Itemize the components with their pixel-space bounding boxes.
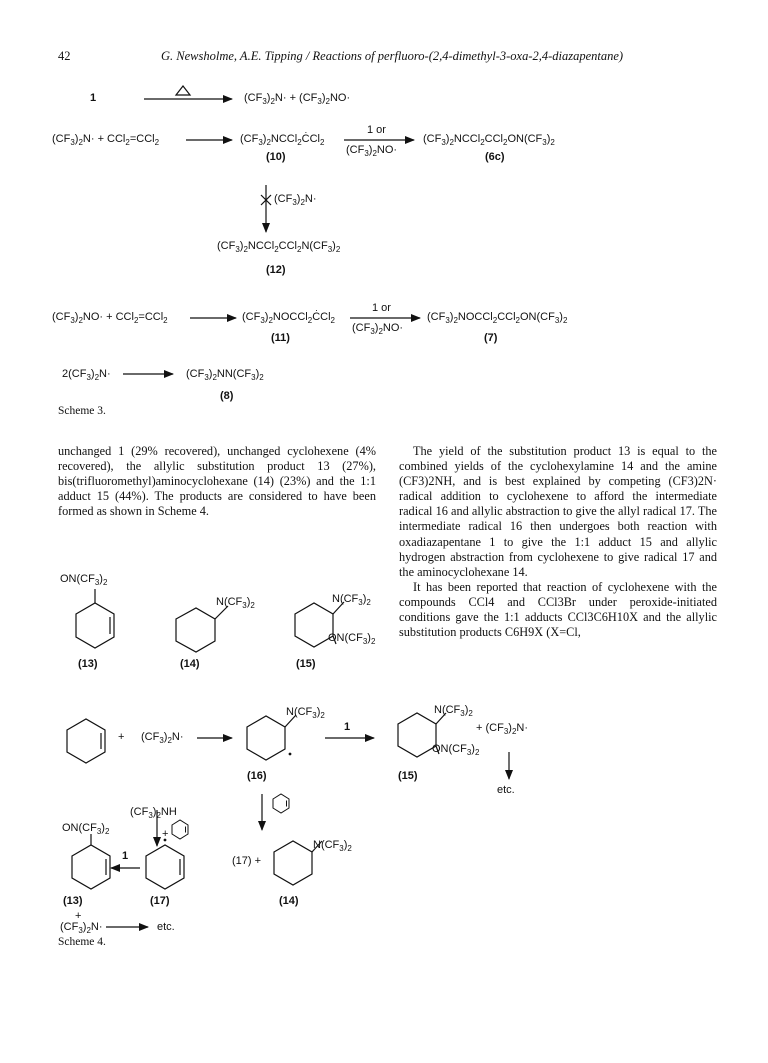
scheme4-etc-1: etc. (497, 784, 515, 796)
s15-substituent-1: $N(CF_3)_2$ (332, 593, 371, 608)
scheme3-r2-reagent-top: 1 or (367, 124, 386, 136)
scheme4-arrow-reagent-2: 1 (122, 850, 129, 862)
p15-label: (15) (398, 770, 418, 782)
page-number: 42 (58, 49, 71, 63)
right-paragraph-2: It has been reported that reaction of cyclohexene with the compounds CCl4 and CCl3Br under peroxide-initiated conditions gave the 1:1 adducts CCl3C6H10X and the allylic substitution products C6H9X (X=Cl, (399, 579, 717, 640)
p13-substituent: $ON(CF_3)_2$ (62, 822, 110, 837)
s15-label: (15) (296, 658, 316, 670)
scheme3-r2-reagent-bottom: $(CF_3)_2NO\cdot$ (346, 144, 398, 159)
scheme3-r3-product: $(CF_3)_2NOCCl_2CCl_2ON(CF_3)_2$ (427, 311, 568, 326)
scheme3-r4-reactants: $2(CF_3)_2N\cdot$ (62, 368, 111, 383)
scheme3-r2-intermediate: $(CF_3)_2NCCl_2ĊCl_2$ (240, 133, 325, 148)
scheme3-label-7: (7) (484, 332, 498, 344)
scheme4-bottom-plus: + (75, 910, 82, 922)
s15-substituent-2: $ON(CF_3)_2$ (328, 632, 376, 647)
scheme3-label-10: (10) (266, 151, 286, 163)
scheme3-r1-products: $(CF_3)_2N\cdot + (CF_3)_2NO\cdot$ (244, 92, 351, 107)
scheme3-caption: Scheme 3. (58, 405, 106, 417)
scheme3-down-product: $(CF_3)_2NCCl_2CCl_2N(CF_3)_2$ (217, 240, 341, 255)
s13-label: (13) (78, 658, 98, 670)
scheme3-label-6c: (6c) (485, 151, 505, 163)
s14-substituent: $N(CF_3)_2$ (216, 596, 255, 611)
scheme4-plus-2: + (162, 828, 169, 840)
s14-label: (14) (180, 658, 200, 670)
left-paragraph-text: unchanged 1 (29% recovered), unchanged cyclohexene (4% recovered), the allylic substitution product 13 (27%), bis(trifluoromethyl)aminocyclohexane (14) (23%) and the 1:1 adduct 15 (44%). The products are considered to have been formed as shown in Scheme 4. (58, 444, 376, 519)
p15-substituent-2: $ON(CF_3)_2$ (432, 743, 480, 758)
scheme4-reagent-radical: $(CF_3)_2N\cdot$ (141, 731, 184, 746)
p15-substituent-1: $N(CF_3)_2$ (434, 704, 473, 719)
scheme4-arrow-reagent-1: 1 (344, 721, 351, 733)
scheme4-byproduct-amine: $(CF_3)_2NH$ (130, 806, 177, 821)
p14-substituent: $N(CF_3)_2$ (313, 839, 352, 854)
scheme4-plus-1: + (118, 731, 125, 743)
scheme3-label-12: (12) (266, 264, 286, 276)
scheme4-r17-plus: (17) + (232, 855, 262, 867)
scheme3-r3-intermediate: $(CF_3)_2NOCCl_2ĊCl_2$ (242, 311, 335, 326)
scheme3-r1-reactant: 1 (90, 92, 97, 104)
p13-label: (13) (63, 895, 83, 907)
r17-label: (17) (150, 895, 170, 907)
scheme4-bottom-radical: $(CF_3)_2N\cdot$ (60, 921, 103, 936)
scheme3-label-8: (8) (220, 390, 234, 402)
i16-label: (16) (247, 770, 267, 782)
i16-substituent: $N(CF_3)_2$ (286, 706, 325, 721)
scheme3-r3-reagent-top: 1 or (372, 302, 391, 314)
p15-plus-radical: + $(CF_3)_2N\cdot$ (476, 722, 528, 737)
scheme3-label-11: (11) (271, 332, 290, 344)
s13-substituent: $ON(CF_3)_2$ (60, 573, 108, 588)
scheme3-r2-reactants: $(CF_3)_2N\cdot + CCl_2=CCl_2$ (52, 133, 160, 148)
right-paragraph-1: The yield of the substitution product 13 is equal to the combined yields of the cyclohexylamine 14 and the amine (CF3)2NH, and is best explained by competing (CF3)2N· radical addition to cyclohexene to afford the intermediate radical 16 and allylic abstraction to give the allyl radical 17. The intermediate radical 16 then undergoes both reaction with oxadiazapentane 1 to give the 1:1 adduct 15 and allylic hydrogen abstraction from cyclohexene to give radical 17 and the aminocyclohexane 14. (399, 444, 717, 579)
scheme3-r3-reagent-bottom: $(CF_3)_2NO\cdot$ (352, 322, 404, 337)
scheme3-down-reagent: $(CF_3)_2N\cdot$ (274, 193, 317, 208)
running-title: G. Newsholme, A.E. Tipping / Reactions of perfluoro-(2,4-dimethyl-3-oxa-2,4-diazapentane) (161, 49, 624, 63)
scheme3-r2-product: $(CF_3)_2NCCl_2CCl_2ON(CF_3)_2$ (423, 133, 555, 148)
scheme3-r3-reactants: $(CF_3)_2NO\cdot + CCl_2=CCl_2$ (52, 311, 168, 326)
scheme4-etc-2: etc. (157, 921, 175, 933)
scheme4-caption: Scheme 4. (58, 936, 106, 948)
p14-label: (14) (279, 895, 299, 907)
scheme3-r4-product: $(CF_3)_2NN(CF_3)_2$ (186, 368, 264, 383)
